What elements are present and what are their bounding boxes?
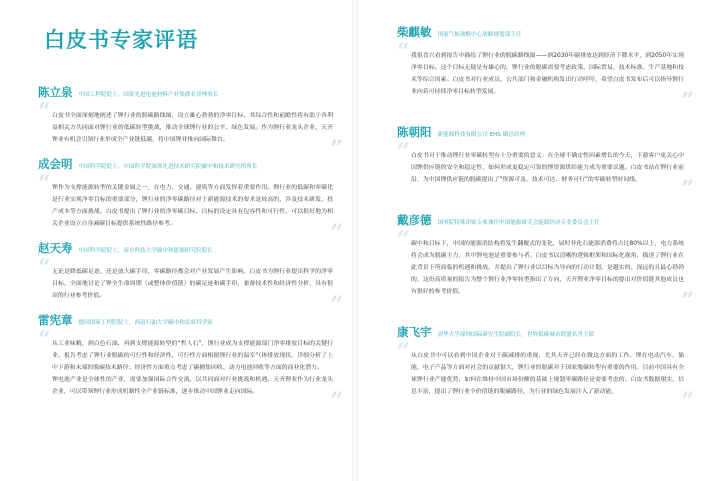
expert-name: 陈朝阳 bbox=[397, 125, 432, 139]
right-page bbox=[355, 0, 710, 481]
page-title: 白皮书专家评语 bbox=[44, 28, 198, 52]
expert-comment: 从白皮书中可以看到中国企业对于碳减排的重视，尤其天齐已经在做这方面的工作。锂在电动汽车、储能、电子产品等方面对社会的贡献很大，锂行业的脱碳对于国家脱碳转型有重要的作用。目前中国具有全球锂行业产能优势，如何在维持中国市场份额的基础上规划零碳路径是需要考虑的。白皮书数据翔实、信息丰富，提出了锂行业全价值链的脱碳路径，为行业的绿色发展注入了新动能。 bbox=[411, 353, 684, 395]
expert-quote bbox=[38, 327, 343, 414]
close-quote-icon: ” bbox=[681, 288, 694, 314]
close-quote-icon: ” bbox=[330, 220, 343, 246]
expert-name: 戴彦德 bbox=[397, 213, 432, 227]
close-quote-icon: ” bbox=[330, 292, 343, 318]
expert-header bbox=[38, 312, 337, 328]
open-quote-icon: “ bbox=[397, 139, 410, 165]
expert-comment: 白皮书对于推动锂行业零碳转型有十分重要的意义：在全球不确定性因素增长的今天，下游客户更关心中国锂供应链的安全和稳定性，如何形成更稳定可靠的锂资源供给能力成为重要议题。白皮书站在锂行业前沿，为中国锂供应链的脱碳提出了“资源可及、技术可达、财务可行”的零碳转型时间线。 bbox=[411, 153, 684, 183]
expert-comment: 从工业味精，到白色石油，再到支撑能源转型的“哲人石”，锂行业成为支撑能源部门净零排放目标的关键行业。报告考虑了锂行业脱碳的可行性和经济性，可行性方面根据锂行业的温室气体排放现状，详细分析了上中下游和未端的脱碳技术路径；经济性方面重点考虑了碳捕集回收、动力电池回收等方面的商业化潜力。 锂电池产业是全球性的产业，需要加强国际合作交流，以共同面对行业挑战和机遇。天齐锂业作为行业龙头企业，可以带领锂行业形成机制性全产业链标准，逐步推动中国锂业走向国际。 bbox=[52, 341, 333, 395]
expert-quote bbox=[38, 171, 343, 246]
open-quote-icon: “ bbox=[38, 255, 51, 281]
expert-entry bbox=[38, 84, 343, 162]
expert-quote bbox=[397, 227, 694, 314]
close-quote-icon: ” bbox=[330, 388, 343, 414]
open-quote-icon: “ bbox=[38, 99, 51, 125]
expert-name: 陈立泉 bbox=[38, 85, 73, 99]
expert-quote bbox=[38, 99, 343, 162]
expert-affiliation: 中国科学院院士，南方科技大学碳中和能源研究院院长 bbox=[78, 248, 213, 254]
expert-quote bbox=[38, 255, 343, 318]
expert-name: 成会明 bbox=[38, 157, 73, 171]
expert-comment: 白皮书全面深刻地阐述了锂行业的脱碳路线图，设立雄心勃勃的净零目标，其综合性和前瞻性将有助于各利益相关方共同面对锂行业的低碳转型挑战，推动全球锂行业的公平、绿色发展。作为锂行业龙头企业，天齐锂业有机会引领行业形成全产业链低碳，将中国锂业推向国际舞台。 bbox=[52, 113, 333, 143]
close-quote-icon: ” bbox=[681, 88, 694, 114]
expert-comment: 我很喜兴看到报告中描绘了锂行业的脱碳路线图——到2030年碳排放达到经济下降水平，到2050年实现净零目标。这个目标无疑是有雄心的，锂行业的脱碳需要考虑政策、国际贸易、技术标准、生产基地和技术等综合因素。白皮书对行业成员、公共部门和金融机构发出行动呼吁，希望白皮书发布后可以指导锂行业向着可持续净零目标转型发展。 bbox=[411, 53, 684, 95]
expert-affiliation: 国务院特殊津贴专家兼任中国能源研究会能源经济专业委员会主任 bbox=[437, 220, 600, 226]
expert-header bbox=[397, 324, 688, 340]
expert-affiliation: 中国工程院院士，国家先进电池材料产业集群名誉理事长 bbox=[78, 92, 219, 98]
open-quote-icon: “ bbox=[38, 171, 51, 197]
expert-header bbox=[38, 240, 337, 256]
open-quote-icon: “ bbox=[38, 327, 51, 353]
expert-header bbox=[397, 212, 688, 228]
close-quote-icon: ” bbox=[330, 136, 343, 162]
expert-quote bbox=[397, 39, 694, 114]
expert-comment: 碳中和目标下，中国的能源消结构将发生翻覆式的变化，届时非化石能源消费将占比80%以上，电力系统将会成为脱碳主力，其中锂电池是重要参与者。白皮书以清晰的逻辑框架和国际化视角，描述了锂行业在此背景下所面临的机遇和挑战，并提出了锂行业以目标为导向的行动计划，是越实的、深远的且最心勃勃的，这份高质量的报告为整个锂行业净零转型指出了方向，天齐锂业净零目标的提出对价值链其他成员也有很好的参考价值。 bbox=[411, 241, 684, 295]
expert-entry bbox=[397, 324, 694, 414]
expert-header bbox=[38, 156, 337, 172]
expert-quote bbox=[397, 139, 694, 202]
expert-entry bbox=[397, 24, 694, 114]
expert-affiliation: 中国科学院院士，中国科学院深圳先进技术研究院碳中和技术研究所所长 bbox=[78, 164, 258, 170]
expert-entry bbox=[397, 124, 694, 202]
expert-header bbox=[38, 84, 337, 100]
expert-name: 雷宪章 bbox=[38, 313, 73, 327]
expert-entry bbox=[38, 156, 343, 246]
expert-affiliation: 德国国家工程院院士，西南石油大学碳中和首席科学家 bbox=[78, 320, 213, 326]
expert-affiliation: 新能源科技有限公司 EHS 副总经理 bbox=[437, 132, 526, 138]
expert-quote bbox=[397, 339, 694, 414]
expert-affiliation: 清华大学深圳国际研究生院副院长，世界低碳城市联盟名誉主席 bbox=[437, 332, 595, 338]
open-quote-icon: “ bbox=[397, 227, 410, 253]
expert-header bbox=[397, 124, 688, 140]
expert-entry bbox=[397, 212, 694, 314]
expert-affiliation: 国家气候战略中心战略规划部主任 bbox=[437, 32, 522, 38]
expert-entry bbox=[38, 240, 343, 318]
expert-header bbox=[397, 24, 688, 40]
expert-comment: 锂作为支撑能源转型的关键金属之一，在电力、交通、建筑等方面发挥着重要作用。锂行业的低碳和零碳化是行业实现净零目标的重要部分，锂行业的净零碳路径对于新能源技术的要求是较高的，涉及技术研发、投产成本等方面挑战。白皮书提出了锂行业的净零碳目标，目标的设定具有包容性和可行性，可以很好地为相关企业设立自身减碳目标提供系统性路径参考。 bbox=[52, 185, 333, 227]
expert-comment: 无论是降低碳足迹，还是放大碳手印，零碳路径都会对产业发展产生影响。白皮书为锂行业提出科学的净零目标，全面地讨论了锂全生命周期（或整体价值链）的碳足迹和碳手印，兼备技术性和经济性分析，具有很高的行业参考价值。 bbox=[52, 269, 333, 299]
expert-entry bbox=[38, 312, 343, 414]
close-quote-icon: ” bbox=[681, 176, 694, 202]
expert-name: 柴麒敏 bbox=[397, 25, 432, 39]
close-quote-icon: ” bbox=[681, 388, 694, 414]
open-quote-icon: “ bbox=[397, 339, 410, 365]
expert-name: 康飞宇 bbox=[397, 325, 432, 339]
open-quote-icon: “ bbox=[397, 39, 410, 65]
expert-name: 赵天寿 bbox=[38, 241, 73, 255]
